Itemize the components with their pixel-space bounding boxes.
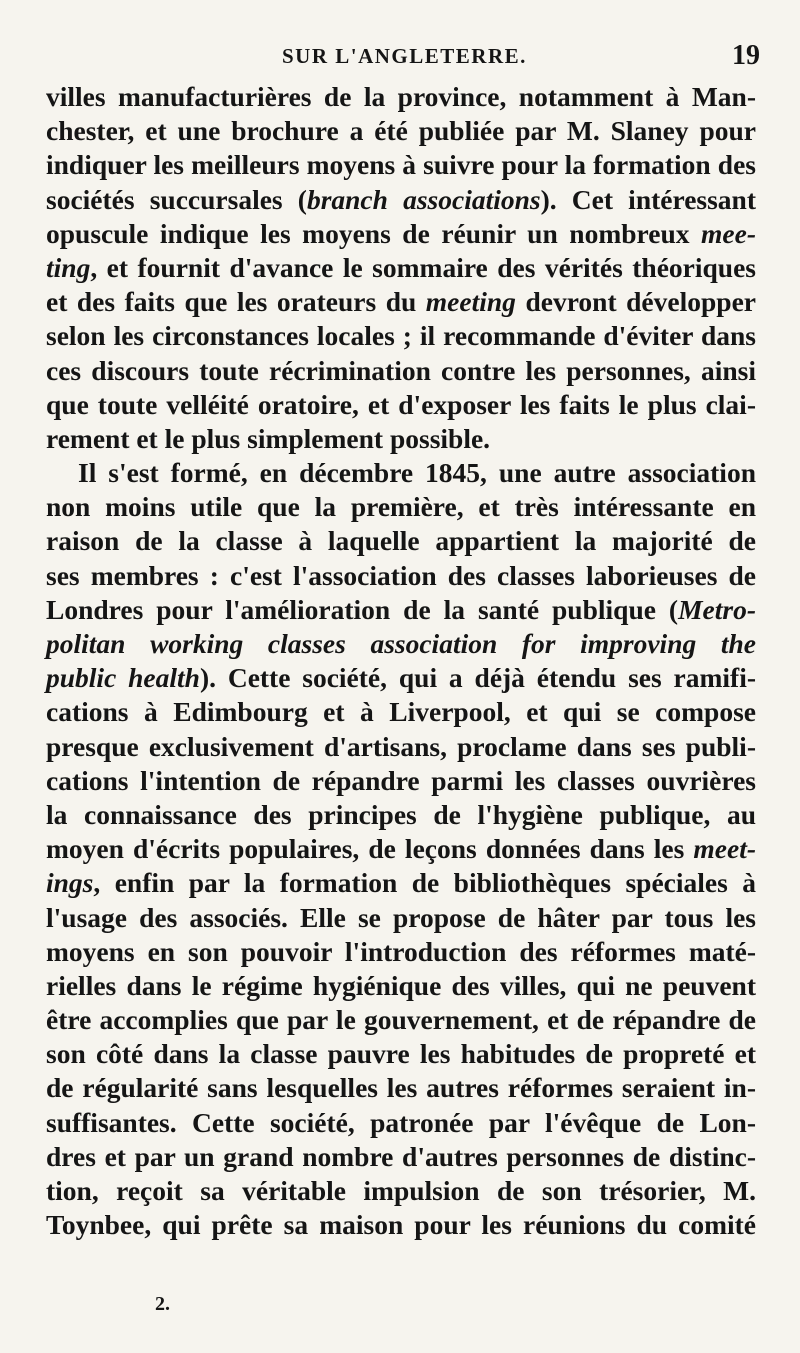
text-segment: non moins utile que la première, et très intéressante en — [46, 491, 756, 523]
text-segment: rement et le plus simplement possible. — [46, 422, 491, 454]
text-line — [46, 695, 756, 729]
text-segment: et des faits que les orateurs du — [46, 286, 426, 318]
page-number: 19 — [732, 40, 760, 71]
text-line — [46, 388, 756, 422]
text-segment: opuscule indique les moyens de réunir un nombreux — [46, 217, 702, 249]
italic-text: ting — [46, 251, 91, 283]
text-line — [46, 935, 756, 969]
italic-text: Metro- — [678, 593, 756, 625]
text-segment: rielles dans le régime hygiénique des villes, qui ne peuvent — [46, 969, 756, 1001]
italic-text: politan working classes association for improving the — [46, 628, 756, 659]
text-line — [46, 1106, 756, 1140]
italic-text: meeting — [425, 286, 516, 318]
italic-text: public health — [46, 662, 200, 694]
text-segment: être accomplies que par le gouvernement, et de répandre de — [46, 1004, 756, 1036]
text-segment: sociétés succursales ( — [46, 183, 307, 215]
text-line — [46, 866, 756, 900]
text-line — [46, 285, 756, 319]
text-line — [46, 661, 756, 695]
text-segment: Toynbee, qui prête sa maison pour les réunions du comité — [46, 1209, 756, 1241]
text-line — [46, 1071, 756, 1105]
text-segment: moyens en son pouvoir l'introduction des réformes maté- — [46, 935, 756, 967]
text-segment: devront développer — [515, 286, 756, 318]
text-line — [46, 1037, 756, 1071]
text-line — [46, 217, 756, 251]
text-line — [46, 593, 756, 627]
text-line — [46, 422, 756, 456]
text-segment: cations à Edimbourg et à Liverpool, et qui se compose — [46, 696, 756, 728]
text-segment: ses membres : c'est l'association des classes laborieuses de — [46, 559, 756, 591]
text-line — [46, 832, 756, 866]
text-segment: l'usage des associés. Elle se propose de hâter par tous les — [46, 901, 756, 933]
text-segment: de régularité sans lesquelles les autres réformes seraient in- — [46, 1072, 756, 1104]
text-line — [46, 354, 756, 388]
text-line — [46, 798, 756, 832]
text-line — [46, 114, 756, 148]
text-segment: , enfin par la formation de bibliothèques spéciales à — [93, 867, 756, 899]
text-segment: dres et par un grand nombre d'autres personnes de distinc- — [46, 1140, 756, 1172]
text-line — [46, 456, 756, 490]
text-line — [46, 183, 756, 217]
italic-text: mee- — [701, 217, 756, 249]
text-line — [46, 251, 756, 285]
text-line — [46, 730, 756, 764]
italic-text: branch associations — [306, 183, 541, 215]
text-line — [46, 1174, 756, 1208]
text-segment: cations l'intention de répandre parmi les classes ouvrières — [46, 764, 756, 796]
text-segment: Il s'est formé, en décembre 1845, une autre association — [78, 457, 756, 489]
text-line — [46, 627, 756, 661]
text-line — [46, 901, 756, 935]
text-line — [46, 490, 756, 524]
italic-text: ings — [46, 867, 94, 899]
body-text — [46, 80, 756, 1242]
text-segment: villes manufacturières de la province, notamment à Man- — [46, 81, 756, 112]
text-segment: son côté dans la classe pauvre les habitudes de propreté et — [46, 1038, 756, 1070]
text-line — [46, 148, 756, 182]
text-line — [46, 1140, 756, 1174]
text-segment: raison de la classe à laquelle appartient la majorité de — [46, 525, 756, 557]
text-line — [46, 524, 756, 558]
running-title: SUR L'ANGLETERRE. — [282, 44, 527, 68]
text-segment: , et fournit d'avance le sommaire des vérités théoriques — [90, 251, 756, 283]
text-segment: ces discours toute récrimination contre les personnes, ainsi — [46, 354, 756, 386]
signature-mark: 2. — [155, 1293, 170, 1315]
text-segment: presque exclusivement d'artisans, proclame dans ses publi- — [46, 730, 756, 762]
text-segment: ). Cette société, qui a déjà étendu ses ramifi- — [199, 662, 756, 694]
text-segment: que toute velléité oratoire, et d'exposer les faits le plus clai- — [46, 388, 756, 420]
italic-text: meet- — [693, 833, 756, 865]
text-line — [46, 80, 756, 114]
text-segment: moyen d'écrits populaires, de leçons données dans les — [46, 833, 694, 865]
text-line — [46, 1003, 756, 1037]
text-segment: selon les circonstances locales ; il recommande d'éviter dans — [46, 320, 756, 352]
text-line — [46, 969, 756, 1003]
text-line — [46, 1208, 756, 1242]
text-line — [46, 764, 756, 798]
text-line — [46, 319, 756, 353]
text-segment: indiquer les meilleurs moyens à suivre pour la formation des — [46, 149, 756, 181]
text-segment: Londres pour l'amélioration de la santé publique ( — [46, 593, 679, 625]
text-segment: ). Cet intéressant — [540, 183, 756, 215]
text-line — [46, 559, 756, 593]
page-header — [0, 36, 800, 76]
text-segment: tion, reçoit sa véritable impulsion de son trésorier, M. — [46, 1175, 756, 1206]
text-segment: la connaissance des principes de l'hygiène publique, au — [46, 798, 756, 830]
text-segment: suffisantes. Cette société, patronée par l'évêque de Lon- — [46, 1106, 756, 1138]
text-segment: chester, et une brochure a été publiée par M. Slaney pour — [46, 115, 756, 147]
